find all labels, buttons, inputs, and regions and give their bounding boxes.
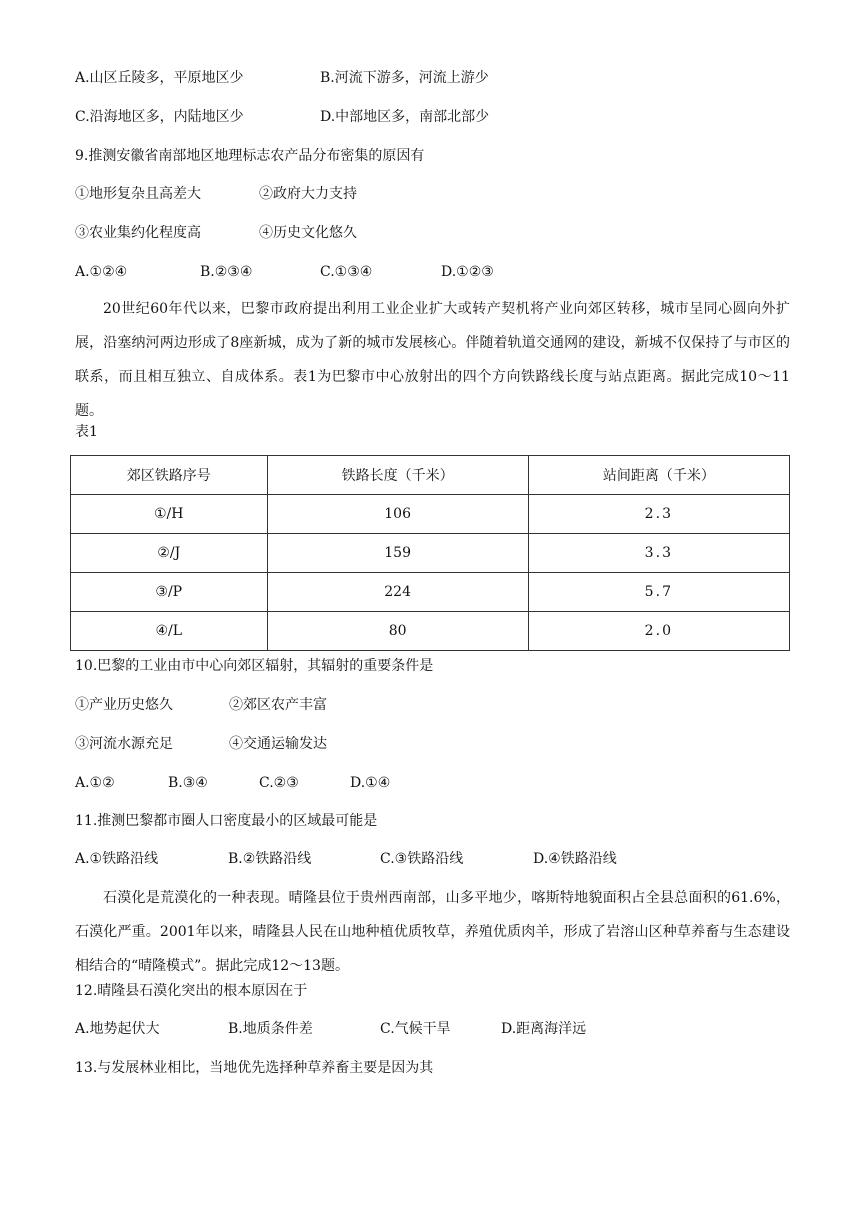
table-caption: 表1 — [75, 424, 98, 440]
q8-option-b: B.河流下游多，河流上游少 — [320, 70, 489, 86]
q8-option-c: C.沿海地区多，内陆地区少 — [75, 109, 244, 125]
q10-item-4: ④交通运输发达 — [229, 736, 327, 752]
q9-option-c: C.①③④ — [320, 264, 373, 280]
q8-options-row-1 — [75, 68, 795, 88]
q10-option-a: A.①② — [75, 775, 115, 791]
q12-option-d: D.距离海洋远 — [501, 1021, 587, 1037]
q8-option-a: A.山区丘陵多，平原地区少 — [75, 70, 244, 86]
q11-stem: 11.推测巴黎都市圈人口密度最小的区域最可能是 — [75, 813, 378, 829]
passage-qinglong: 石漠化是荒漠化的一种表现。晴隆县位于贵州西南部，山多平地少，喀斯特地貌面积占全县总面积的61.6%，石漠化严重。2001年以来，晴隆县人民在山地种植优质牧草，养殖优质肉羊，形成了岩溶山区种草养畜与生态建设相结合的“晴隆模式”。据此完成12～13题。 — [75, 890, 790, 974]
table-cell: 80 — [267, 612, 528, 651]
q9-option-b: B.②③④ — [200, 264, 253, 280]
passage-paris: 20世纪60年代以来，巴黎市政府提出利用工业企业扩大或转产契机将产业向郊区转移，城市呈同心圆向外扩展，沿塞纳河两边形成了8座新城，成为了新的城市发展核心。伴随着轨道交通网的建设，新城不仅保持了与市区的联系，而且相互独立、自成体系。表1为巴黎市中心放射出的四个方向铁路线长度与站点距离。据此完成10～11题。 — [75, 301, 790, 419]
q9-items-row-1 — [75, 184, 795, 204]
q11-option-b: B.②铁路沿线 — [228, 851, 312, 867]
table-cell: ③/P — [71, 573, 268, 612]
q11-option-d: D.④铁路沿线 — [533, 851, 617, 867]
table-cell: 106 — [267, 495, 528, 534]
table-header-cell: 铁路长度（千米） — [267, 456, 528, 495]
q10-item-1: ①产业历史悠久 — [75, 697, 173, 713]
table-cell: 5.7 — [528, 573, 789, 612]
q9-option-d: D.①②③ — [441, 264, 494, 280]
q10-items-row-1 — [75, 695, 795, 715]
q9-option-a: A.①②④ — [75, 264, 128, 280]
q9-item-1: ①地形复杂且高差大 — [75, 186, 201, 202]
table-cell: ④/L — [71, 612, 268, 651]
q13-stem: 13.与发展林业相比，当地优先选择种草养畜主要是因为其 — [75, 1060, 434, 1076]
q10-items-row-2 — [75, 734, 795, 754]
q10-option-b: B.③④ — [168, 775, 208, 791]
table-header-cell: 站间距离（千米） — [528, 456, 789, 495]
q11-option-a: A.①铁路沿线 — [75, 851, 159, 867]
q10-item-2: ②郊区农产丰富 — [229, 697, 327, 713]
q9-options-row — [75, 262, 795, 282]
q9-item-3: ③农业集约化程度高 — [75, 225, 201, 241]
q11-options-row — [75, 849, 795, 869]
q10-option-c: C.②③ — [259, 775, 299, 791]
q8-option-d: D.中部地区多，南部北部少 — [320, 109, 490, 125]
q9-stem: 9.推测安徽省南部地区地理标志农产品分布密集的原因有 — [75, 148, 425, 164]
table-row — [71, 495, 790, 534]
q12-option-a: A.地势起伏大 — [75, 1021, 160, 1037]
q10-item-3: ③河流水源充足 — [75, 736, 173, 752]
table-header-cell: 郊区铁路序号 — [71, 456, 268, 495]
data-table — [70, 455, 790, 651]
q12-option-c: C.气候干旱 — [380, 1021, 451, 1037]
q8-options-row-2 — [75, 107, 795, 127]
q11-option-c: C.③铁路沿线 — [380, 851, 464, 867]
q10-option-d: D.①④ — [350, 775, 391, 791]
table-cell: 224 — [267, 573, 528, 612]
table-cell: 2.0 — [528, 612, 789, 651]
table-cell: ②/J — [71, 534, 268, 573]
q10-options-row — [75, 773, 795, 793]
q12-stem: 12.晴隆县石漠化突出的根本原因在于 — [75, 983, 308, 999]
table-cell: 159 — [267, 534, 528, 573]
table-row — [71, 534, 790, 573]
q12-option-b: B.地质条件差 — [228, 1021, 313, 1037]
q10-stem: 10.巴黎的工业由市中心向郊区辐射，其辐射的重要条件是 — [75, 658, 434, 674]
q9-items-row-2 — [75, 223, 795, 243]
q12-options-row — [75, 1019, 795, 1039]
table-cell: ①/H — [71, 495, 268, 534]
table-header-row — [71, 456, 790, 495]
table-row — [71, 573, 790, 612]
table-cell: 2.3 — [528, 495, 789, 534]
table-row — [71, 612, 790, 651]
q9-item-2: ②政府大力支持 — [259, 186, 357, 202]
q9-item-4: ④历史文化悠久 — [259, 225, 357, 241]
table-cell: 3.3 — [528, 534, 789, 573]
